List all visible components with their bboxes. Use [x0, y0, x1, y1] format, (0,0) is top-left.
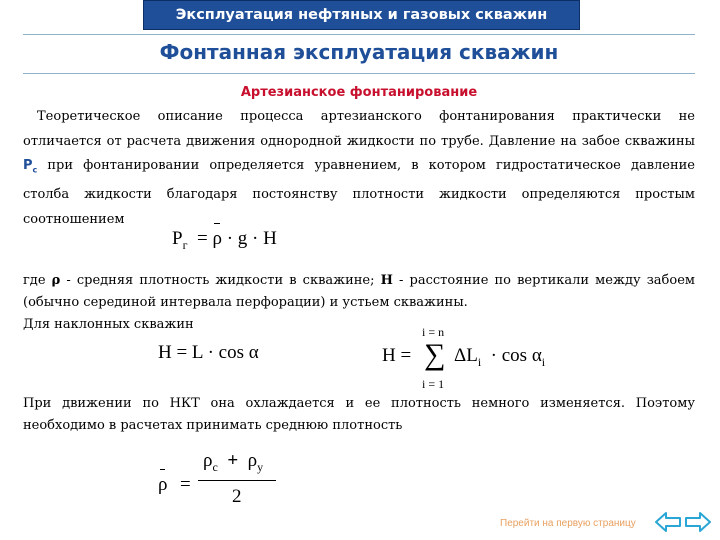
f3-term-wrap: [454, 345, 545, 370]
f4-denominator: 2: [232, 486, 242, 507]
paragraph-theory-a: Теоретическое описание процесса артезианского фонтанирования практически не отличается от расчета движения однородной жидкости по трубе. Давление на забое скважины: [23, 109, 695, 149]
f3-sigma: ∑: [424, 338, 446, 371]
pc-letter: Р: [23, 158, 33, 173]
f4-num-b-sub: у: [257, 459, 264, 474]
formula-inclined: H = L · cos α: [158, 342, 259, 363]
f4-num-b: ρ: [247, 450, 258, 471]
course-title: Эксплуатация нефтяных и газовых скважин: [175, 7, 548, 23]
f1-lhs: Р: [172, 228, 183, 249]
title-divider: [23, 73, 695, 74]
paragraph-definitions: [23, 270, 695, 336]
paragraph-theory: [23, 105, 695, 232]
f4-plus: +: [227, 450, 239, 471]
f3-upper: i = n: [422, 325, 445, 339]
arrow-right-icon[interactable]: [684, 511, 712, 533]
f1-rhs: · g · H: [226, 228, 277, 249]
paragraph-theory-b: при фонтанировании определяется уравнением, в котором гидростатическое давление столба жидкости благодаря постоянству плотности жидкости определяются простым соотношением: [23, 158, 695, 227]
f3-lower: i = 1: [422, 377, 445, 391]
first-page-link[interactable]: Перейти на первую страницу: [500, 518, 636, 529]
f3-lhs: H =: [382, 345, 412, 366]
course-header: [143, 0, 580, 30]
p2-inclined: Для наклонных скважин: [23, 317, 194, 332]
f1-rho: ρ: [212, 228, 222, 249]
f3-sub-i: i: [477, 354, 482, 369]
p2-rho: ρ: [51, 273, 61, 288]
top-divider: [23, 34, 695, 35]
f1-eq: =: [197, 228, 208, 249]
f3-cos: · cos α: [490, 345, 542, 366]
f4-lhs: ρ: [158, 474, 168, 495]
arrow-left-icon[interactable]: [654, 511, 682, 533]
f4-num-a-sub: с: [212, 459, 218, 474]
slide-title: Фонтанная эксплуатация скважин: [159, 40, 559, 64]
paragraph-cooling: При движении по НКТ она охлаждается и ее плотность немного изменяется. Поэтому необходимо в расчетах принимать среднюю плотность: [23, 396, 695, 433]
f4-num-a: ρ: [203, 450, 213, 471]
f4-fraction-bar: [198, 480, 276, 481]
f3-term: ΔL: [454, 345, 478, 366]
f4-numerator: [203, 450, 263, 475]
p2-where: где: [23, 273, 52, 288]
f1-lhs-sub: г: [182, 237, 188, 252]
p2-H: Н: [380, 273, 393, 288]
p2-rest: - расстояние по вертикали между забоем (обычно серединой интервала перфорации) и устьем скважины.: [23, 273, 696, 310]
pc-symbol: [23, 158, 37, 173]
f4-eq: =: [180, 474, 191, 495]
section-title: Артезианское фонтанирование: [240, 85, 478, 100]
pc-subscript: с: [32, 165, 38, 175]
formula-hydrostatic: [172, 228, 277, 253]
p2-mid: - средняя плотность жидкости в скважине;: [60, 273, 381, 288]
f3-sub-i2: i: [541, 354, 546, 369]
